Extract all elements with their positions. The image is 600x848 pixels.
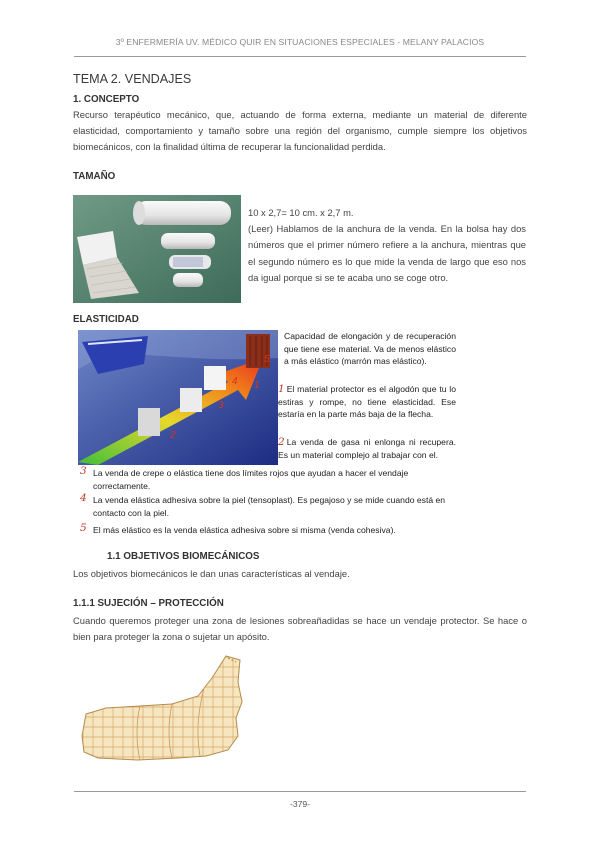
elasticity-note-1 bbox=[278, 383, 456, 421]
header-rule bbox=[74, 56, 526, 57]
note-text: La venda de gasa ni enlonga ni recupera. Es un material complejo al trabajar con el. bbox=[278, 437, 456, 460]
elasticity-note-5 bbox=[82, 524, 458, 537]
tamano-text: (Leer) Hablamos de la anchura de la venda. En la bolsa hay dos números que el primer número refiere a la anchura, mientras que el segundo número es lo que mide la venda de largo que eso nos da igual porque si se te acaba uno se coge otro. bbox=[248, 223, 526, 283]
objetivos-text: Los objetivos biomecánicos le dan unas características al vendaje. bbox=[73, 568, 350, 579]
note-text: La venda de crepe o elástica tiene dos límites rojos que ayudan a hacer el vendaje correctamente. bbox=[93, 468, 409, 491]
tamano-formula: 10 x 2,7= 10 cm. x 2,7 m. bbox=[248, 207, 354, 218]
elasticity-note-2 bbox=[278, 436, 456, 461]
diagram-label-4: 4 bbox=[232, 376, 238, 387]
note-text: El material protector es el algodón que tu lo estiras y rompe, no tiene elasticidad. Ese estaría en la parte más baja de la flecha. bbox=[278, 384, 456, 420]
objetivos-heading: 1.1 OBJETIVOS BIOMECÁNICOS bbox=[107, 551, 260, 562]
note-text: La venda elástica adhesiva sobre la piel (tensoplast). Es pegajoso y se mide cuando está en contacto con la piel. bbox=[93, 495, 446, 518]
note-number: 3 bbox=[80, 465, 87, 477]
page-number: -379- bbox=[289, 799, 311, 809]
elasticity-diagram bbox=[78, 330, 278, 465]
note-text: El más elástico es la venda elástica adhesiva sobre si misma (venda cohesiva). bbox=[93, 525, 396, 535]
page-title: TEMA 2. VENDAJES bbox=[73, 72, 192, 86]
footer-rule bbox=[74, 791, 526, 792]
diagram-label-1: 1 bbox=[254, 380, 260, 391]
note-number: 5 bbox=[80, 522, 87, 534]
page-header: 3º ENFERMERÍA UV. MÉDICO QUIR EN SITUACIONES ESPECIALES - MELANY PALACIOS bbox=[115, 37, 485, 47]
sujecion-text: Cuando queremos proteger una zona de lesiones sobreañadidas se hace un vendaje protector. Se hace o bien para proteger la zona o sujetar un apósito. bbox=[73, 615, 527, 642]
leg-bandage-illustration bbox=[78, 652, 248, 764]
concepto-heading: 1. CONCEPTO bbox=[73, 94, 140, 105]
tamano-heading: TAMAÑO bbox=[73, 171, 116, 182]
concepto-text: Recurso terapéutico mecánico, que, actuando de forma externa, mediante un material de diferente elasticidad, comportamiento y tamaño sobre una región del organismo, cumple siempre los objetivos biomecánicos, con la finalidad última de recuperar la funcionalidad perdida. bbox=[73, 109, 527, 152]
note-number: 4 bbox=[80, 492, 87, 504]
elasticity-note-3 bbox=[82, 467, 458, 493]
elasticity-note-4 bbox=[82, 494, 458, 520]
sujecion-heading: 1.1.1 SUJECIÓN – PROTECCIÓN bbox=[73, 598, 224, 609]
elasticidad-heading: ELASTICIDAD bbox=[73, 314, 139, 325]
note-number: 1 bbox=[278, 383, 285, 395]
diagram-label-3: 3 bbox=[218, 400, 224, 411]
diagram-label-5: 5 bbox=[264, 354, 270, 365]
elasticity-definition: Capacidad de elongación y de recuperación que tiene ese material. Va de menos elástico a más elástico (marrón mas elástico). bbox=[284, 331, 456, 367]
note-number: 2 bbox=[278, 436, 285, 448]
bandage-rolls-photo bbox=[73, 195, 241, 303]
diagram-label-2: 2 bbox=[170, 430, 176, 441]
